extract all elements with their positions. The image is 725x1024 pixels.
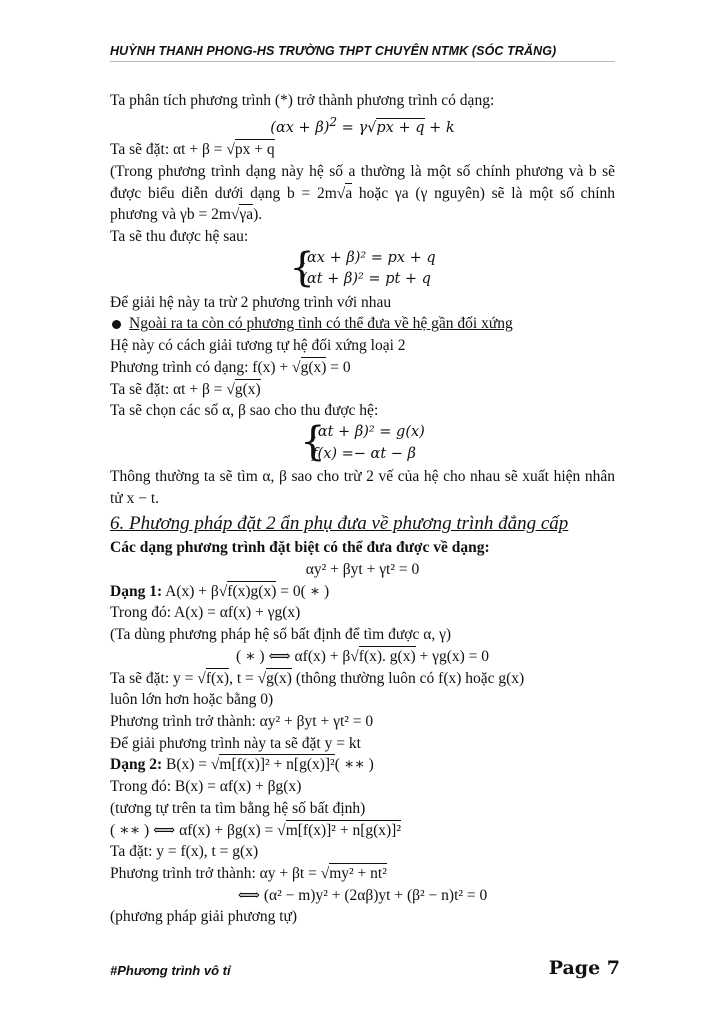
text-line: Các dạng phương trình đặt biệt có thể đưa được về dạng:: [110, 539, 490, 557]
document-body: [110, 90, 615, 928]
text-line: Dạng 2: B(x) = √m[f(x)]² + n[g(x)]²( ∗∗ ): [110, 756, 374, 774]
equation: ( ∗ ) ⟺ αf(x) + β√f(x). g(x) + γg(x) = 0: [235, 647, 490, 665]
text-line: (Ta dùng phương pháp hệ số bất định để tìm được α, γ): [110, 626, 452, 644]
footer-topic: #Phương trình vô tỉ: [110, 963, 231, 978]
text-line: Trong đó: A(x) = αf(x) + γg(x): [110, 604, 301, 622]
text-line: Ta sẽ thu được hệ sau:: [110, 228, 249, 246]
bullet-item: Ngoài ra ta còn có phương tình có thể đưa về hệ gần đối xứng: [110, 313, 615, 335]
bullet-icon: [112, 320, 121, 329]
text-line: Dạng 1: A(x) + β√f(x)g(x) = 0( ∗ ): [110, 582, 330, 600]
equation: $(\alpha x + \beta)^2 = \gamma√px + q + k$: [270, 114, 455, 136]
equation: ⟺ (α² − m)y² + (2αβ)yt + (β² − n)t² = 0: [237, 886, 488, 904]
paragraph: (Trong phương trình dạng này hệ số a thường là một số chính phương và b sẽ được biểu diễn dưới dạng b = 2m√a hoặc γa (γ nguyên) sẽ là một số chính phương và γb = 2m√γa).: [110, 162, 615, 224]
equation: αy² + βyt + γt² = 0: [305, 561, 420, 579]
text-line: Ta sẽ đặt: y = √f(x), t = √g(x) (thông thường luôn có f(x) hoặc g(x): [110, 669, 525, 687]
text-line: Phương trình có dạng: f(x) + √g(x) = 0: [110, 358, 351, 376]
text-line: (tương tự trên ta tìm bằng hệ số bất định): [110, 799, 366, 817]
text-line: luôn lớn hơn hoặc bằng 0): [110, 691, 274, 709]
text-line: Phương trình trở thành: αy² + βyt + γt² = 0: [110, 713, 374, 730]
equation-system: { (αx + β)² = px + q (αt + β)² = pt + q: [289, 244, 436, 291]
equation-system: { (αt + β)² = g(x) f(x) =− αt − β: [300, 418, 425, 465]
text-line: Để giải hệ này ta trừ 2 phương trình với nhau: [110, 293, 392, 311]
text-line: Ta phân tích phương trình (*) trở thành phương trình có dạng:: [110, 92, 495, 109]
text-line: Phương trình trở thành: αy + βt = √my² + nt²: [110, 864, 387, 882]
text-line: Để giải phương trình này ta sẽ đặt y = kt: [110, 734, 361, 752]
text-line: (phương pháp giải phương tự): [110, 908, 298, 926]
text-line: Trong đó: B(x) = αf(x) + βg(x): [110, 778, 302, 796]
text-line: Ta sẽ chọn các số α, β sao cho thu được hệ:: [110, 402, 379, 420]
page-number: Page 7: [548, 957, 620, 979]
equation: ( ∗∗ ) ⟺ αf(x) + βg(x) = √m[f(x)]² + n[g(x)]²: [110, 821, 401, 839]
text-line: Ta sẽ đặt: αt + β = √g(x): [110, 380, 261, 398]
page-header: HUỲNH THANH PHONG-HS TRƯỜNG THPT CHUYÊN NTMK (SÓC TRĂNG): [110, 44, 615, 62]
text-line: Ta sẽ đặt: αt + β = √px + q: [110, 141, 275, 159]
text-line: Ta đặt: y = f(x), t = g(x): [110, 843, 259, 861]
section-heading: 6. Phương pháp đặt 2 ẩn phụ đưa về phương trình đẳng cấp: [110, 513, 569, 535]
text-line: Hệ này có cách giải tương tự hệ đối xứng loại 2: [110, 337, 406, 355]
paragraph: Thông thường ta sẽ tìm α, β sao cho trừ 2 vế của hệ cho nhau sẽ xuất hiện nhân tử x − t.: [110, 467, 615, 507]
